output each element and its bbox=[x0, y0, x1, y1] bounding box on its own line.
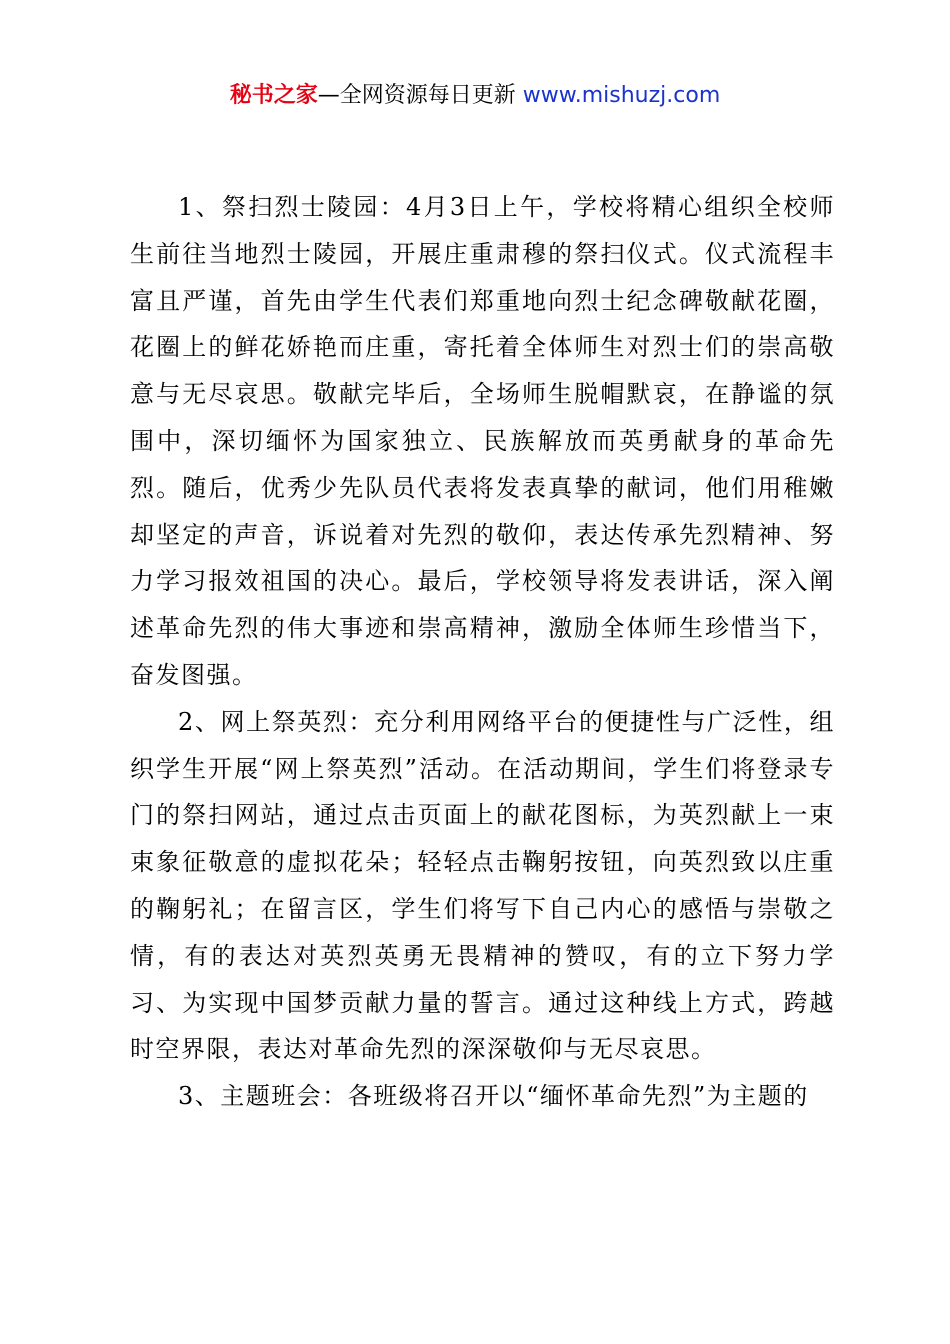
header-url-link[interactable]: www.mishuzj.com bbox=[522, 83, 721, 108]
document-body bbox=[130, 184, 835, 1120]
paragraph-class-meeting: 3、主题班会：各班级将召开以“缅怀革命先烈”为主题的 bbox=[178, 1082, 809, 1111]
header-slogan: 全网资源每日更新 bbox=[339, 83, 516, 108]
page-header bbox=[0, 80, 950, 112]
header-dash: — bbox=[317, 83, 340, 108]
paragraph-online-tribute: 2、网上祭英烈：充分利用网络平台的便捷性与广泛性，组织学生开展“网上祭英烈”活动。在活动期间，学生们将登录专门的祭扫网站，通过点击页面上的献花图标，为英烈献上一束束象征敬意的虚拟花朵；轻轻点击鞠躬按钮，向英烈致以庄重的鞠躬礼；在留言区，学生们将写下自己内心的感悟与崇敬之情，有的表达对英烈英勇无畏精神的赞叹，有的立下努力学习、为实现中国梦贡献力量的誓言。通过这种线上方式，跨越时空界限，表达对革命先烈的深深敬仰与无尽哀思。 bbox=[130, 707, 835, 1064]
header-brand: 秘书之家 bbox=[229, 83, 318, 108]
paragraph-martyrs-cemetery: 1、祭扫烈士陵园：4月3日上午，学校将精心组织全校师生前往当地烈士陵园，开展庄重肃穆的祭扫仪式。仪式流程丰富且严谨，首先由学生代表们郑重地向烈士纪念碑敬献花圈，花圈上的鲜花娇艳而庄重，寄托着全体师生对烈士们的崇高敬意与无尽哀思。敬献完毕后，全场师生脱帽默哀，在静谧的氛围中，深切缅怀为国家独立、民族解放而英勇献身的革命先烈。随后，优秀少先队员代表将发表真挚的献词，他们用稚嫩却坚定的声音，诉说着对先烈的敬仰，表达传承先烈精神、努力学习报效祖国的决心。最后，学校领导将发表讲话，深入阐述革命先烈的伟大事迹和崇高精神，激励全体师生珍惜当下，奋发图强。 bbox=[130, 193, 835, 689]
